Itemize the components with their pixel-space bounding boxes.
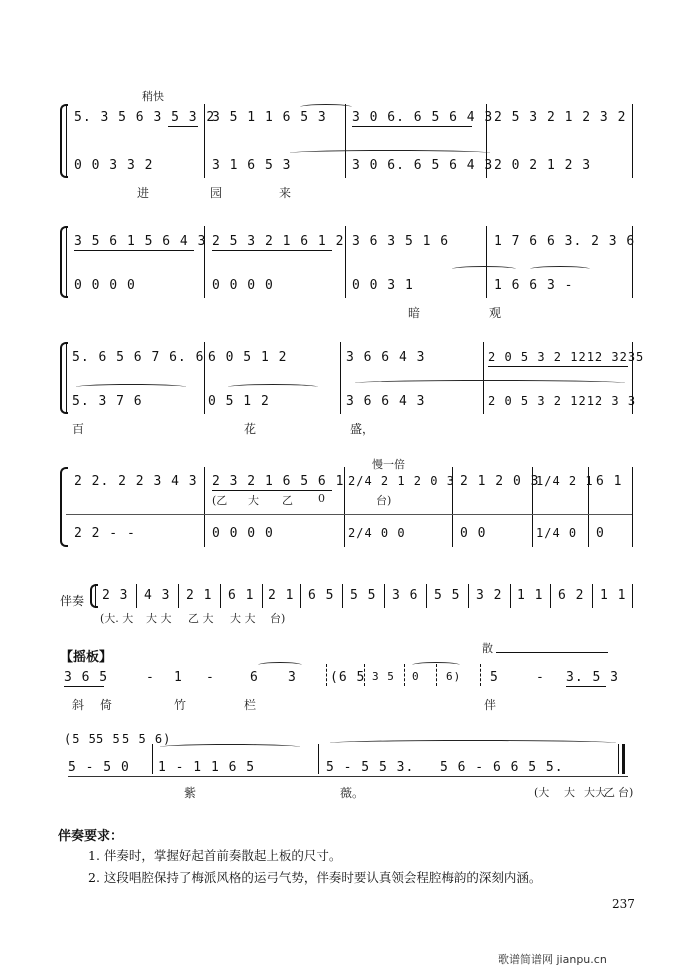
bar-line	[592, 584, 593, 608]
melody-note: 5	[490, 670, 499, 685]
bar-line	[486, 226, 487, 298]
percussion: 乙	[604, 786, 615, 799]
lyric: 薇。	[340, 786, 365, 800]
slur	[452, 266, 516, 272]
lower-measure: 0 0 0 0	[212, 278, 274, 293]
lyric: 来	[279, 186, 292, 200]
lower-measure: 0 0 0 0	[74, 278, 136, 293]
percussion: 大	[248, 494, 259, 507]
bar-line	[262, 584, 263, 608]
lyric: 竹	[174, 698, 187, 712]
acc-measure: 3 2	[476, 588, 503, 603]
bar-line	[152, 744, 153, 774]
bar-line	[204, 467, 205, 547]
upper-measure: 5. 3 5 6 3 5 3 2	[74, 110, 216, 125]
bar-line	[483, 342, 484, 414]
bar-line	[300, 584, 301, 608]
tempo-san: 散	[482, 642, 493, 655]
lyric: 观	[489, 306, 502, 320]
slur	[300, 104, 352, 110]
slur	[412, 662, 460, 668]
bar-line	[510, 584, 511, 608]
lower-measure: 3 6 6 4 3	[346, 394, 426, 409]
melody-note: 6)	[446, 670, 462, 683]
slur	[355, 380, 625, 386]
melody-note: 0	[412, 670, 420, 683]
percussion: (乙	[212, 494, 228, 507]
underline	[212, 250, 332, 251]
lyric: 倚	[100, 698, 113, 712]
underline	[352, 126, 472, 127]
acc-measure: 5 5	[350, 588, 377, 603]
lower-measure: 3 0 6. 6 5 6 4 3	[352, 158, 494, 173]
staff-divider	[66, 514, 632, 515]
acc-measure: 6 2	[558, 588, 585, 603]
melody-note: 6	[250, 670, 259, 685]
upper-measure: 2 1 2 0 3	[460, 474, 540, 489]
upper-measure: 2 2. 2 2 3 4 3	[74, 474, 198, 489]
bar-line	[345, 104, 346, 178]
percussion: 台)	[618, 786, 634, 799]
percussion: 大	[564, 786, 575, 799]
lyric: 栏	[244, 698, 257, 712]
slur	[290, 150, 490, 156]
bar-line	[318, 744, 319, 774]
percussion: (大. 大	[100, 612, 134, 625]
lower-measure: 3 1 6 5 3	[212, 158, 292, 173]
melody-note: 1	[174, 670, 183, 685]
upper-measure: 2 5 3 2 1 6 1 2	[212, 234, 345, 249]
slur	[530, 266, 590, 272]
upper-measure: 2 3 2 1 6 5 6 1	[212, 474, 345, 489]
lower-measure: 2 2 - -	[74, 526, 136, 541]
acc-measure: 1 1	[517, 588, 544, 603]
acc-notes: 5 5	[96, 732, 121, 746]
bar-line	[426, 584, 427, 608]
lyric: 百	[72, 422, 85, 436]
percussion: 台)	[376, 494, 392, 507]
lyric: 伴	[484, 698, 497, 712]
lower-measure: 0 0 3 1	[352, 278, 414, 293]
melody-note: 3 5	[372, 670, 395, 683]
melody-measure: 5 - 5 5 3.	[326, 760, 415, 775]
lower-measure: 1 6 6 3 -	[494, 278, 574, 293]
lyric: 园	[210, 186, 223, 200]
upper-measure: 1 7 6 6 3. 2 3 6	[494, 234, 636, 249]
lower-measure: 2/4 0 0	[348, 526, 406, 540]
acc-measure: 6 5	[308, 588, 335, 603]
upper-measure: 2 0 5 3 2 1212 3235	[488, 350, 645, 364]
lower-measure: 1/4 0	[536, 526, 578, 540]
lower-measure: 5. 3 7 6	[72, 394, 143, 409]
bar-line	[632, 467, 633, 547]
bar-line	[404, 664, 405, 686]
upper-measure: 6 1	[596, 474, 623, 489]
melody-note: (6 5	[330, 670, 366, 685]
lyric: 斜	[72, 698, 85, 712]
percussion: (大	[534, 786, 550, 799]
fermata-line	[496, 652, 608, 653]
upper-measure: 3 0 6. 6 5 6 4 3	[352, 110, 494, 125]
upper-measure: 2 5 3 2 1 2 3 2	[494, 110, 627, 125]
bar-line	[550, 584, 551, 608]
upper-measure: 3 6 6 4 3	[346, 350, 426, 365]
lyric: 紫	[184, 786, 197, 800]
page-number: 237	[612, 897, 635, 911]
lower-measure: 0 0 3 3 2	[74, 158, 154, 173]
watermark: 歌谱简谱网 jianpu.cn	[498, 953, 607, 966]
lower-measure: 0 5 1 2	[208, 394, 270, 409]
melody-measure: 5 6 - 6 6 5 5.	[440, 760, 564, 775]
melody-note: 3 6 5	[64, 670, 109, 685]
acc-notes: 5 5 6)	[122, 732, 172, 746]
acc-measure: 2 1	[268, 588, 295, 603]
bar-line	[136, 584, 137, 608]
tempo-shaokuai: 稍快	[142, 90, 164, 103]
melody-measure: 5 - 5 0	[68, 760, 130, 775]
percussion: 0	[318, 492, 325, 505]
underline	[74, 250, 194, 251]
acc-measure: 6 1	[228, 588, 255, 603]
bar-line	[66, 104, 67, 178]
bar-line	[632, 584, 633, 608]
slur	[76, 384, 186, 390]
lyric: 暗	[408, 306, 421, 320]
lower-measure: 2 0 2 1 2 3	[494, 158, 592, 173]
underline	[212, 490, 332, 491]
bar-line	[95, 584, 96, 608]
acc-measure: 2 1	[186, 588, 213, 603]
acc-notes: (5 5	[64, 732, 97, 746]
system-brace	[60, 467, 68, 547]
percussion: 台)	[270, 612, 286, 625]
lower-measure: 2 0 5 3 2 1212 3 3	[488, 394, 637, 408]
bar-line	[66, 226, 67, 298]
upper-measure: 6 0 5 1 2	[208, 350, 288, 365]
upper-measure: 5. 6 5 6 7 6. 6	[72, 350, 205, 365]
slur	[330, 740, 616, 746]
percussion: 大 大	[230, 612, 256, 625]
bar-line	[326, 664, 327, 686]
bar-line	[340, 342, 341, 414]
staff-divider	[68, 776, 628, 777]
acc-measure: 2 3	[102, 588, 129, 603]
percussion: 大 大	[146, 612, 172, 625]
bar-line	[342, 584, 343, 608]
bar-line	[480, 664, 481, 686]
requirement-item: 2. 这段唱腔保持了梅派风格的运弓气势，伴奏时要认真领会程腔梅韵的深刻内涵。	[88, 870, 542, 885]
bar-line	[178, 584, 179, 608]
slur	[258, 662, 302, 668]
upper-measure: 3 6 3 5 1 6	[352, 234, 450, 249]
melody-measure: 1 - 1 1 6 5	[158, 760, 256, 775]
melody-note: -	[146, 670, 155, 685]
melody-note: 3. 5 3	[566, 670, 619, 685]
percussion: 大大	[584, 786, 606, 799]
requirement-item: 1. 伴奏时，掌握好起首前奏散起上板的尺寸。	[88, 848, 342, 863]
lyric: 盛，	[350, 422, 375, 436]
underline	[566, 686, 606, 687]
melody-note: -	[536, 670, 545, 685]
tempo-man-yi-bei: 慢一倍	[372, 458, 405, 471]
final-bar-line	[618, 744, 619, 774]
percussion: 乙	[282, 494, 293, 507]
bar-line	[220, 584, 221, 608]
bar-line	[345, 226, 346, 298]
underline	[168, 126, 198, 127]
system-brace	[90, 584, 98, 608]
lyric: 花	[244, 422, 257, 436]
acc-measure: 3 6	[392, 588, 419, 603]
upper-measure: 2/4 2 1 2 0 3	[348, 474, 455, 488]
section-heading: 【摇板】	[60, 650, 113, 665]
percussion: 乙 大	[188, 612, 214, 625]
accompaniment-label: 伴奏	[60, 594, 85, 608]
melody-note: -	[206, 670, 215, 685]
lower-measure: 0	[596, 526, 605, 541]
upper-measure: 1/4 2 1	[536, 474, 594, 488]
lower-measure: 0 0	[460, 526, 487, 541]
acc-measure: 1 1	[600, 588, 627, 603]
underline	[64, 686, 104, 687]
acc-measure: 5 5	[434, 588, 461, 603]
acc-measure: 4 3	[144, 588, 171, 603]
requirements-title: 伴奏要求：	[58, 829, 124, 844]
upper-measure: 3 5 6 1 5 6 4 3	[74, 234, 207, 249]
upper-measure: 3 5 1 1 6 5 3	[212, 110, 327, 125]
slur	[160, 744, 300, 750]
melody-note: 3	[288, 670, 297, 685]
bar-line	[384, 584, 385, 608]
lower-measure: 0 0 0 0	[212, 526, 274, 541]
lyric: 进	[137, 186, 150, 200]
bar-line	[66, 342, 67, 414]
bar-line	[632, 104, 633, 178]
underline	[488, 366, 628, 367]
final-bar-line	[622, 744, 625, 774]
slur	[228, 384, 318, 390]
bar-line	[468, 584, 469, 608]
